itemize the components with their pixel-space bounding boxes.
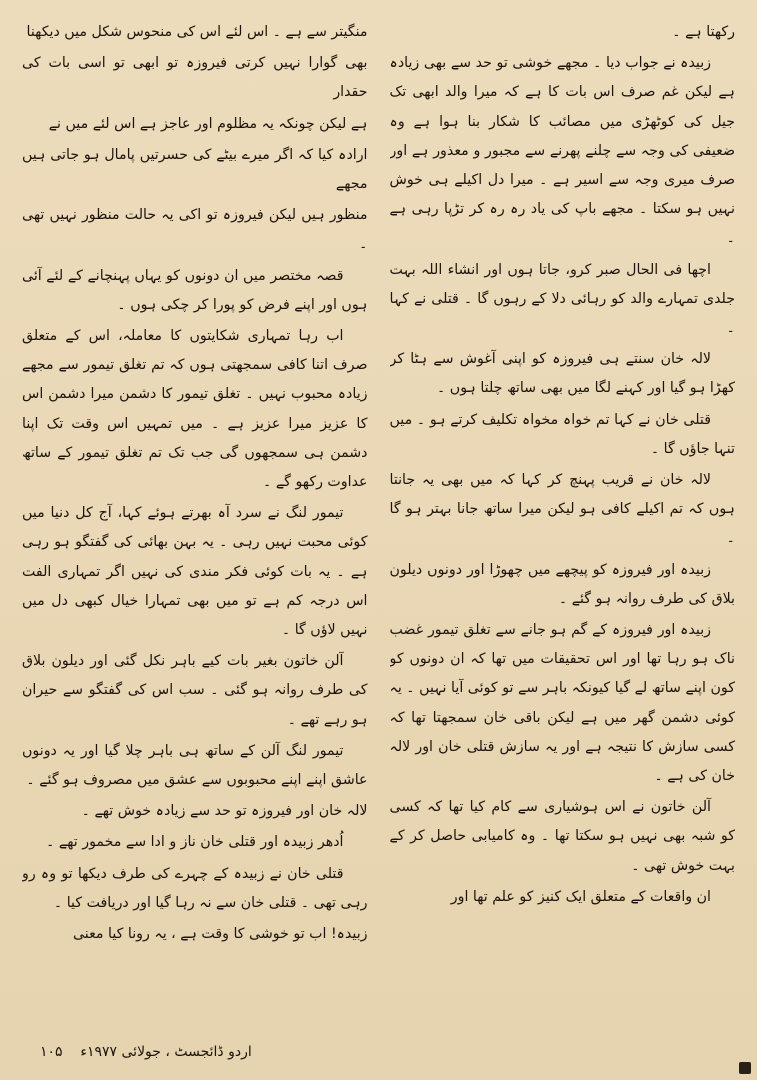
paragraph: آلن خاتون نے اس ہوشیاری سے کام کیا تھا کہ کسی کو شبہ بھی نہیں ہو سکتا تھا ۔ وہ کامیابی حاصل کر کے بہت خوش تھی ۔ [389, 799, 735, 874]
page-number: ۱۰۵ [40, 1044, 63, 1060]
right-column [22, 18, 368, 1040]
paragraph: زبیدہ! اب تو خوشی کا وقت ہے ، یہ رونا کیا معنی [72, 926, 368, 943]
paragraph: رکھتا ہے ۔ [672, 24, 735, 40]
paragraph: زبیدہ اور فیروزہ کے گم ہو جانے سے تغلق تیمور غضب ناک ہو رہا تھا اور اس تحقیقات میں تھا کہ ان دونوں کو کون اپنے ساتھ لے گیا کیونکہ باہر سے تو کوئی آیا نہیں ۔ یہ کوئی دشمن گھر میں ہے لیکن باقی خان سمجھتا تھا کہ کسی سازش کا نتیجہ ہے اور یہ سازش قتلی خان اور لالہ خان کی ہے ۔ [389, 622, 735, 785]
paragraph: قتلی خان نے کہا تم خواہ مخواہ تکلیف کرتے ہو ۔ میں تنہا جاؤں گا ۔ [389, 411, 735, 457]
paragraph: آلن خاتون بغیر بات کیے باہر نکل گئی اور دیلون بلاق کی طرف روانہ ہو گئی ۔ سب اس کی گفتگو سے حیران ہو رہے تھے ۔ [22, 653, 368, 728]
paragraph: زبیدہ اور فیروزہ کو پیچھے میں چھوڑا اور دونوں دیلون بلاق کی طرف روانہ ہو گئے ۔ [389, 561, 735, 607]
paragraph: زبیدہ نے جواب دیا ۔ مجھے خوشی تو حد سے بھی زیادہ ہے لیکن غم صرف اس بات کا ہے کہ میرا والد ابھی تک جیل کی کوٹھڑی میں مصائب کا شکار بنا ہوا ہے وہ ضعیفی کی وجہ سے چلنے پھرنے سے مجبور و معذور ہے اور صرف میری وجہ سے اسیر ہے ۔ میرا دل اکیلے ہی خوش نہیں ہو سکتا ۔ مجھے باپ کی یاد رہ رہ کر تڑپا رہی ہے ۔ [389, 55, 735, 247]
paragraph: ارادہ کیا کہ اگر میرے بیٹے کی حسرتیں پامال ہو جاتی ہیں مجھے [22, 146, 368, 193]
paragraph: لالہ خان سنتے ہی فیروزہ کو اپنی آغوش سے ہٹا کر کھڑا ہو گیا اور کہنے لگا میں بھی ساتھ چلتا ہوں ۔ [389, 351, 735, 397]
paragraph: ہے لیکن چونکہ یہ مظلوم اور عاجز ہے اس لئے میں نے [48, 115, 368, 132]
paragraph: تیمور لنگ آلن کے ساتھ ہی باہر چلا گیا اور یہ دونوں عاشق اپنے اپنے محبوبوں سے عشق میں مصروف ہو گئے ۔ [22, 742, 368, 789]
paragraph: بھی گوارا نہیں کرتی فیروزہ تو ابھی تو اسی بات کی حقدار [22, 55, 368, 101]
text-columns [22, 18, 735, 1040]
paragraph: قصہ مختصر میں ان دونوں کو یہاں پہنچانے کے لئے آئی ہوں اور اپنے فرض کو پورا کر چکی ہوں ۔ [22, 267, 368, 313]
paragraph: اب رہا تمہاری شکایتوں کا معاملہ، اس کے متعلق صرف اتنا کافی سمجھتی ہوں کہ تم تغلق تیمور سے مجھے زیادہ محبوب نہیں ۔ تغلق تیمور کا دشمن میرا دشمن اس کا عزیز میرا عزیز ہے ۔ میں تمہیں اس وقت تک اپنا دشمن ہی سمجھوں گی جب تک تم تغلق تیمور کے ساتھ عداوت رکھو گے ۔ [22, 328, 368, 491]
paragraph: لالہ خان نے قریب پہنچ کر کہا کہ میں بھی یہ جانتا ہوں کہ تم اکیلے کافی ہو لیکن میرا ساتھ جانا بہتر ہو گا ۔ [389, 472, 735, 547]
paragraph: اچھا فی الحال صبر کرو، جاتا ہوں اور انشاء اللہ بہت جلدی تمہارے والد کو رہائی دلا کے رہوں گا ۔ قتلی نے کہا ۔ [389, 261, 735, 337]
corner-mark [739, 1062, 751, 1074]
paragraph: ان واقعات کے متعلق ایک کنیز کو علم تھا اور [450, 888, 711, 905]
page-footer [40, 1044, 252, 1060]
left-column [390, 18, 736, 1040]
paragraph: لالہ خان اور فیروزہ تو حد سے زیادہ خوش تھے ۔ [81, 803, 368, 820]
paragraph: منظور ہیں لیکن فیروزہ تو اکی یہ حالت منظور نہیں تھی ۔ [22, 207, 368, 253]
paragraph: تیمور لنگ نے سرد آہ بھرتے ہوئے کہا، آج کل دنیا میں کوئی محبت نہیں رہی ۔ یہ بہن بھائی کی گفتگو ہو رہی ہے ۔ یہ بات کوئی فکر مندی کی نہیں اگر تمہاری الفت اس درجہ کم ہے تو میں بھی تمہارا خیال کبھی دل میں نہیں لاؤں گا ۔ [22, 505, 368, 639]
paragraph: قتلی خان نے زبیدہ کے چہرے کی طرف دیکھا تو وہ رو رہی تھی ۔ قتلی خان سے نہ رہا گیا اور دریافت کیا ۔ [22, 865, 368, 911]
publication-source: اردو ڈائجسٹ ، جولائی ۱۹۷۷ء [80, 1044, 252, 1060]
paragraph: منگیتر سے ہے ۔ اس لئے اس کی منحوس شکل میں دیکھنا [26, 24, 368, 40]
paragraph: اُدھر زبیدہ اور قتلی خان ناز و ادا سے مخمور تھے ۔ [46, 834, 344, 851]
